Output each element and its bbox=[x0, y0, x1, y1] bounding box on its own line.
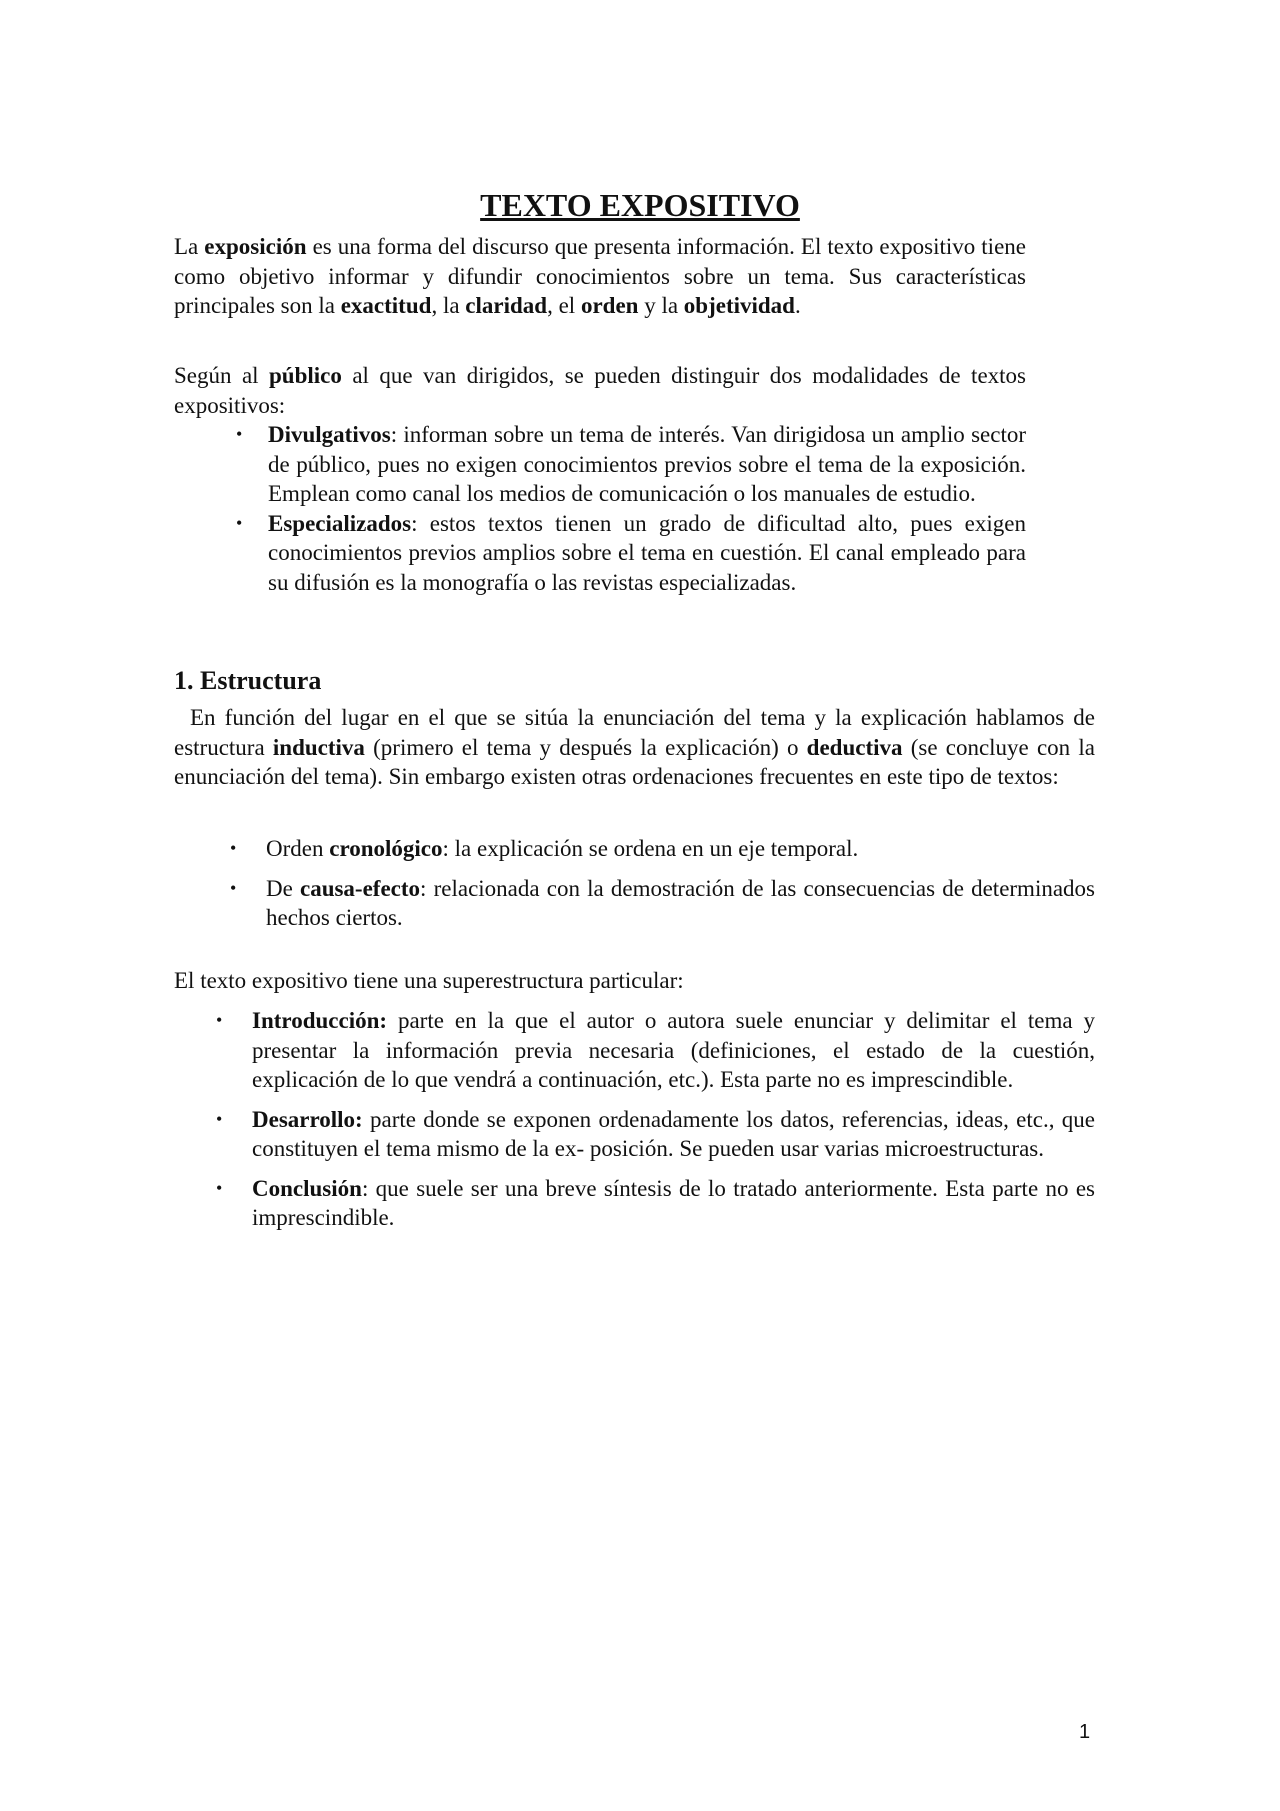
page-title: TEXTO EXPOSITIVO bbox=[480, 187, 800, 223]
bold-term: orden bbox=[580, 293, 639, 318]
superestructura-list bbox=[216, 1006, 1095, 1233]
text: Orden bbox=[266, 836, 330, 861]
bold-term: inductiva bbox=[272, 734, 365, 760]
bold-term: exactitud bbox=[340, 293, 432, 318]
text: parte donde se exponen ordenadamente los datos, referencias, ideas, etc., que constituyen el tema mismo de la ex- posición. Se pueden usar varias microestructuras. bbox=[252, 1106, 1095, 1161]
text: : estos textos tienen un grado de dificultad alto, pues exigen conocimientos previos amplios sobre el tema en cuestión. El canal empleado para su difusión es la monografía o las revistas especializadas. bbox=[268, 510, 1026, 595]
list-item bbox=[236, 420, 1026, 509]
bold-term: exposición bbox=[204, 234, 307, 259]
text: : relacionada con la demostración de las consecuencias de determinados hechos ciertos. bbox=[266, 875, 1095, 930]
bold-term: deductiva bbox=[806, 734, 903, 760]
text: (primero el tema y después la explicación) o bbox=[364, 734, 807, 760]
page-number: 1 bbox=[1079, 1721, 1091, 1743]
bold-term: claridad bbox=[465, 293, 548, 318]
bold-term: cronológico bbox=[329, 836, 443, 861]
modalidades-list bbox=[236, 420, 1026, 597]
ordenaciones-list bbox=[230, 834, 1095, 933]
text: Según al bbox=[174, 363, 270, 388]
bold-term: Introducción: bbox=[252, 1008, 388, 1033]
text: parte en la que el autor o autora suele enunciar y delimitar el tema y presentar la información previa necesaria (definiciones, el estado de la cuestión, explicación de lo que vendrá a continuación, etc.). Esta parte no es imprescindible. bbox=[252, 1008, 1095, 1092]
text: , el bbox=[547, 293, 581, 318]
section-heading: 1. Estructura bbox=[174, 666, 322, 695]
structure-paragraph bbox=[174, 703, 1095, 792]
audience-paragraph bbox=[174, 361, 1026, 420]
bold-term: causa-efecto bbox=[299, 875, 421, 901]
list-item bbox=[216, 1174, 1095, 1233]
text: (se concluye con la enunciación del tema). Sin embargo existen otras ordenaciones frecuentes en este tipo de textos: bbox=[174, 734, 1095, 789]
text: es una forma del discurso que presenta información. El texto expositivo tiene como objetivo informar y difundir conocimientos sobre un tema. Sus características principales son la bbox=[174, 234, 1026, 318]
bold-term: Divulgativos bbox=[268, 422, 391, 447]
bullet-icon: • bbox=[236, 424, 243, 444]
text: : que suele ser una breve síntesis de lo tratado anteriormente. Esta parte no es imprescindible. bbox=[252, 1175, 1095, 1230]
superestructura-intro: El texto expositivo tiene una superestructura particular: bbox=[174, 968, 684, 993]
text: al que van dirigidos, se pueden distinguir dos modalidades de textos expositivos: bbox=[174, 363, 1026, 418]
text: La bbox=[174, 234, 205, 259]
text: y la bbox=[638, 293, 684, 318]
intro-paragraph bbox=[174, 232, 1026, 321]
bold-term: objetividad bbox=[683, 293, 795, 318]
bold-term: Especializados bbox=[268, 510, 412, 536]
bullet-icon: • bbox=[216, 1177, 223, 1198]
bullet-icon: • bbox=[230, 838, 237, 858]
list-item bbox=[216, 1006, 1095, 1095]
bold-term: Conclusión bbox=[252, 1175, 362, 1201]
text: : la explicación se ordena en un eje temporal. bbox=[442, 836, 859, 861]
bullet-icon: • bbox=[236, 512, 243, 533]
bold-term: público bbox=[269, 363, 342, 388]
text: : informan sobre un tema de interés. Van dirigidosa un amplio sector de público, pues no exigen conocimientos previos sobre el tema de la exposición. Emplean como canal los medios de comunicación o los manuales de estudio. bbox=[268, 422, 1026, 506]
bullet-icon: • bbox=[216, 1108, 223, 1129]
text: , la bbox=[431, 293, 466, 318]
text: En función del lugar en el que se sitúa la enunciación del tema y la explicación hablamos de estructura bbox=[174, 705, 1095, 760]
text: De bbox=[266, 875, 300, 901]
bold-term: Desarrollo: bbox=[252, 1106, 363, 1132]
list-item bbox=[216, 1105, 1095, 1164]
text: . bbox=[794, 293, 801, 318]
bullet-icon: • bbox=[230, 877, 237, 898]
list-item bbox=[230, 874, 1095, 933]
bullet-icon: • bbox=[216, 1010, 223, 1030]
list-item bbox=[230, 834, 1095, 864]
list-item bbox=[236, 509, 1026, 598]
